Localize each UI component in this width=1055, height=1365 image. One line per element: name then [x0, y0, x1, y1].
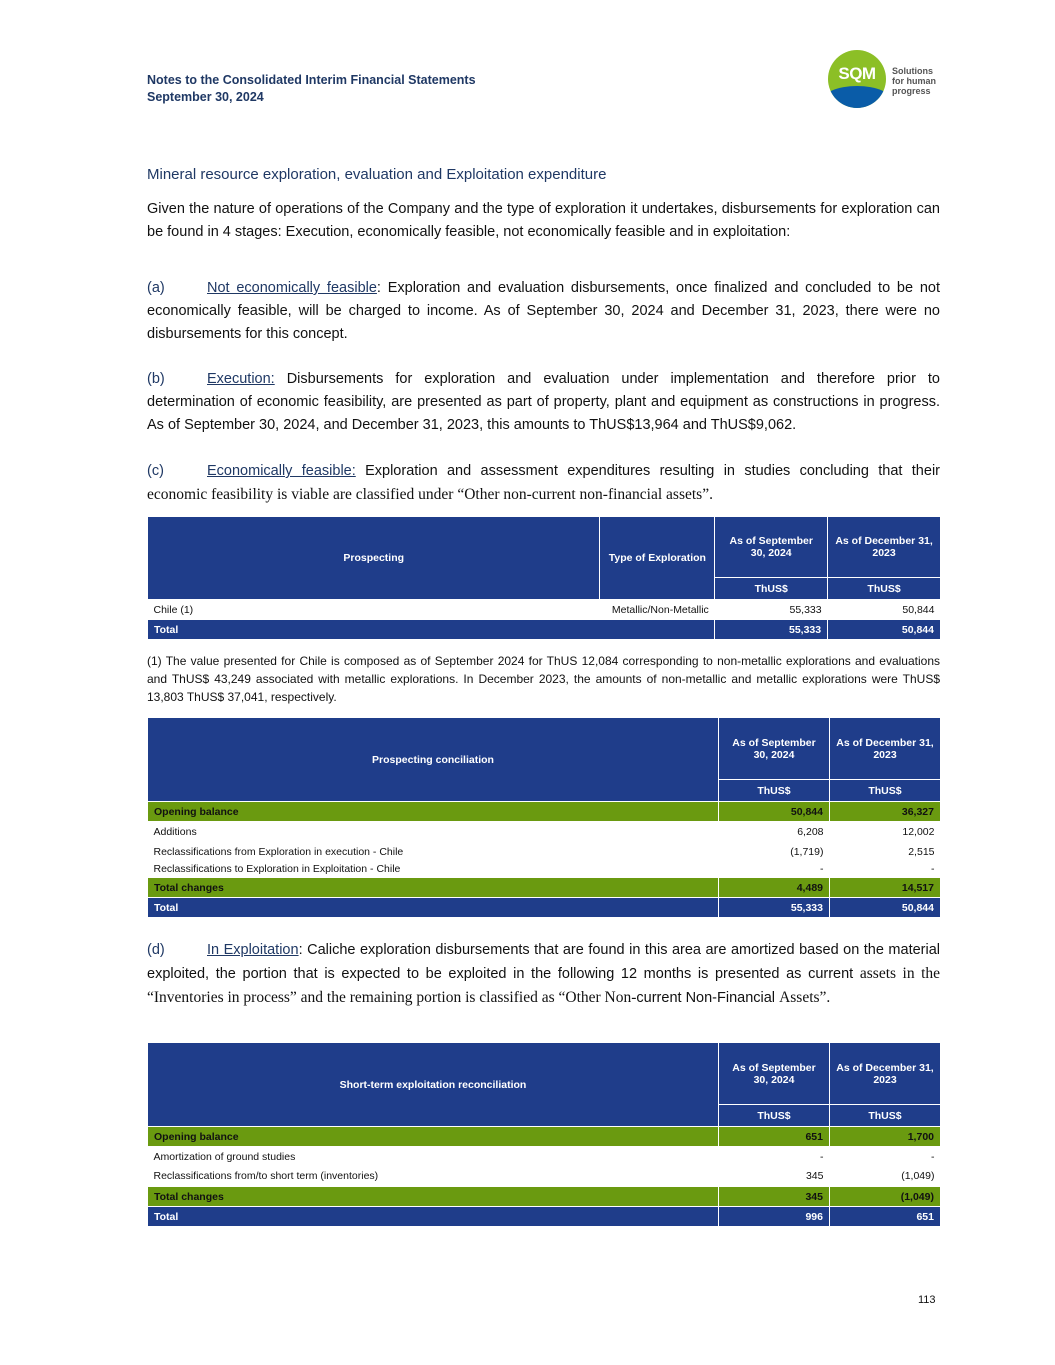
table-row	[148, 842, 941, 862]
unit-sep-2024: ThUS$	[715, 578, 828, 600]
total-value-2023: 50,844	[828, 620, 941, 640]
row-value-2023: -	[931, 1150, 935, 1163]
logo-tagline	[892, 66, 936, 96]
col-conciliation: Prospecting conciliation	[148, 718, 719, 802]
row-value-2023: 14,517	[830, 878, 941, 898]
sqm-logo	[828, 50, 948, 110]
short-term-exploitation-table	[147, 1042, 941, 1227]
item-b-text: Disbursements for exploration and evaluation under implementation and therefore prior to determination of economic feasibility, are presented as part of property, plant and equipment as constructions in progress. As of September 30, 2024, and December 31, 2023, this amounts to ThUS$13,964 and ThUS$9,062.	[147, 371, 940, 433]
row-label: Amortization of ground studies	[153, 1150, 296, 1163]
row-value-2024: 4,489	[719, 878, 830, 898]
row-value-2024: 345	[805, 1170, 824, 1183]
row-label: Chile (1)	[153, 603, 194, 616]
row-value-2023: 12,002	[902, 825, 935, 838]
item-c-text: Exploration and assessment expenditures resulting in studies concluding that their	[355, 463, 940, 479]
unit-dec-2023: ThUS$	[830, 1105, 941, 1127]
row-value-2024: 6,208	[797, 825, 824, 838]
col-reconciliation: Short-term exploitation reconciliation	[148, 1043, 719, 1127]
document-header	[147, 72, 476, 106]
col-sep-2024: As of September 30, 2024	[719, 718, 830, 780]
table-row	[148, 862, 941, 878]
item-d-paragraph	[147, 939, 940, 1010]
total-label: Total	[148, 1207, 719, 1227]
row-value-2023: 36,327	[830, 802, 941, 822]
total-label: Total	[148, 620, 715, 640]
logo-tagline-3: progress	[892, 86, 931, 96]
row-value-2023: (1,049)	[901, 1170, 935, 1183]
item-b-paragraph	[147, 368, 940, 437]
col-type: Type of Exploration	[600, 517, 715, 600]
total-value-2024: 55,333	[719, 898, 830, 918]
item-b-marker: (b)	[147, 371, 165, 387]
row-value-2024: 50,844	[719, 802, 830, 822]
row-label: Total changes	[148, 1187, 719, 1207]
row-value-2024: 55,333	[789, 603, 822, 616]
total-changes-row	[148, 1187, 941, 1207]
row-label: Opening balance	[148, 1127, 719, 1147]
item-c-text-serif: economic feasibility is viable are classified under “Other non-current non-financial assets”.	[147, 486, 713, 503]
total-label: Total	[148, 898, 719, 918]
total-value-2023: 651	[830, 1207, 941, 1227]
table-row	[148, 600, 941, 620]
total-value-2024: 55,333	[715, 620, 828, 640]
col-dec-2023: As of December 31, 2023	[828, 517, 941, 578]
item-c-label: Economically feasible:	[207, 463, 356, 479]
row-value-2024: -	[820, 1150, 824, 1163]
header-title: Notes to the Consolidated Interim Financial Statements	[147, 73, 476, 87]
item-a-marker: (a)	[147, 280, 165, 296]
item-a-label: Not economically feasible	[207, 280, 377, 296]
item-a-text: : Exploration and evaluation disbursements, once finalized and concluded to be not economically feasible, will be charged to income. As of September 30, 2024 and December 31, 2023, there were no disbursements for this concept.	[147, 280, 940, 342]
unit-sep-2024: ThUS$	[719, 1105, 830, 1127]
logo-brand: SQM	[838, 64, 876, 83]
total-value-2024: 996	[719, 1207, 830, 1227]
prospecting-table	[147, 516, 941, 640]
logo-tagline-2: for human	[892, 76, 936, 86]
row-value-2023: 50,844	[902, 603, 935, 616]
col-sep-2024: As of September 30, 2024	[715, 517, 828, 578]
intro-paragraph: Given the nature of operations of the Company and the type of exploration it undertakes, disbursements for exploration can be found in 4 stages: Execution, economically feasible, not economically feasible and in exploitation:	[147, 201, 940, 240]
row-value-2024: 651	[719, 1127, 830, 1147]
row-label: Reclassifications to Exploration in Exploitation - Chile	[153, 863, 401, 876]
row-type: Metallic/Non-Metallic	[611, 603, 709, 616]
item-d-label: In Exploitation	[207, 942, 299, 958]
row-label: Opening balance	[148, 802, 719, 822]
page-number: 113	[918, 1294, 936, 1306]
row-value-2024: -	[820, 863, 824, 876]
total-changes-row	[148, 878, 941, 898]
prospecting-conciliation-table	[147, 717, 941, 918]
item-d-text-serif-2: Assets”.	[779, 989, 831, 1006]
total-row	[148, 620, 941, 640]
unit-dec-2023: ThUS$	[828, 578, 941, 600]
unit-sep-2024: ThUS$	[719, 780, 830, 802]
logo-tagline-1: Solutions	[892, 66, 933, 76]
unit-dec-2023: ThUS$	[830, 780, 941, 802]
table-row	[148, 1147, 941, 1167]
table-row	[148, 1167, 941, 1187]
row-label: Total changes	[148, 878, 719, 898]
row-value-2023: 2,515	[908, 845, 935, 858]
item-c-paragraph	[147, 460, 940, 507]
item-d-text-sans-2: current Non-Financial	[636, 990, 776, 1006]
col-dec-2023: As of December 31, 2023	[830, 718, 941, 780]
total-value-2023: 50,844	[830, 898, 941, 918]
logo-circle-icon	[828, 50, 886, 108]
opening-balance-row	[148, 802, 941, 822]
item-d-marker: (d)	[147, 942, 165, 958]
row-label: Reclassifications from Exploration in execution - Chile	[153, 845, 404, 858]
row-label: Additions	[153, 825, 197, 838]
row-label: Reclassifications from/to short term (inventories)	[153, 1170, 379, 1183]
total-row	[148, 1207, 941, 1227]
table-row	[148, 822, 941, 842]
row-value-2023: -	[931, 863, 935, 876]
item-d-text-serif: assets in the “Inventories in process” and the remaining portion is classified as “Other Non-	[147, 965, 941, 1006]
item-d-text: : Caliche exploration disbursements that are found in this area are amortized based on the material exploited, the portion that is expected to be exploited in the following 12 months is presented as current	[147, 942, 940, 982]
section-title: Mineral resource exploration, evaluation and Exploitation expenditure	[147, 166, 607, 183]
footnote-1: (1) The value presented for Chile is composed as of September 2024 for ThUS 12,084 corresponding to non-metallic explorations and evaluations and ThUS$ 43,249 associated with metallic explorations. In December 2023, the amounts of non-metallic and metallic explorations were ThUS$ 13,803 ThUS$ 37,041, respectively.	[147, 654, 940, 704]
row-value-2024: 345	[719, 1187, 830, 1207]
header-date: September 30, 2024	[147, 90, 264, 104]
row-value-2024: (1,719)	[790, 845, 824, 858]
item-c-marker: (c)	[147, 463, 164, 479]
total-row	[148, 898, 941, 918]
opening-balance-row	[148, 1127, 941, 1147]
item-b-label: Execution:	[207, 371, 275, 387]
col-prospecting: Prospecting	[148, 517, 600, 600]
item-a-paragraph	[147, 277, 940, 346]
row-value-2023: (1,049)	[830, 1187, 941, 1207]
row-value-2023: 1,700	[830, 1127, 941, 1147]
logo-wave	[828, 86, 886, 108]
col-sep-2024: As of September 30, 2024	[719, 1043, 830, 1105]
col-dec-2023: As of December 31, 2023	[830, 1043, 941, 1105]
